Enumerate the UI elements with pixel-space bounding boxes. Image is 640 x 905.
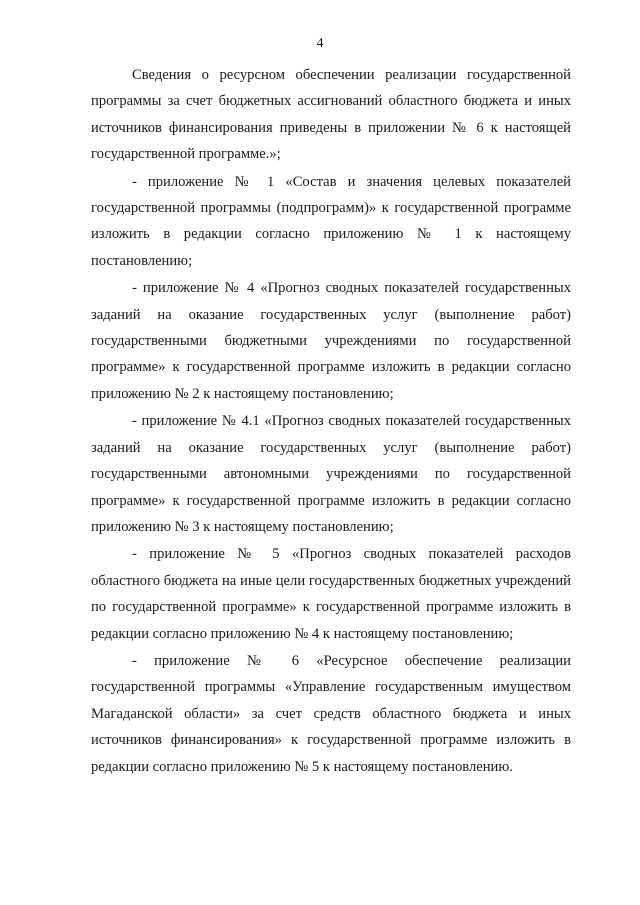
paragraph-resource-info: Сведения о ресурсном обеспечении реализации государственной программы за счет бюджетных ассигнований областного бюджета и иных источников финансирования приведены в приложении № 6 к настоящей государственной программе.»; xyxy=(91,67,571,163)
paragraph-appendix-6: - приложение № 6 «Ресурсное обеспечение реализации государственной программы «Управление государственным имуществом Магаданской области» за счет средств областного бюджета и иных источников финансирования» к государственной программе изложить в редакции согласно приложению № 5 к настоящему постановлению. xyxy=(91,652,571,775)
document-body xyxy=(91,62,571,780)
page-number: 4 xyxy=(316,36,324,51)
paragraph-appendix-1: - приложение № 1 «Состав и значения целевых показателей государственной программы (подпрограмм)» к государственной программе изложить в редакции согласно приложению № 1 к настоящему постановлению; xyxy=(91,173,571,269)
paragraph-appendix-4: - приложение № 4 «Прогноз сводных показателей государственных заданий на оказание государственных услуг (выполнение работ) государственными бюджетными учреждениями по государственной программе» к государственной программе изложить в редакции согласно приложению № 2 к настоящему постановлению; xyxy=(91,280,571,402)
paragraph-appendix-5: - приложение № 5 «Прогноз сводных показателей расходов областного бюджета на иные цели государственных бюджетных учреждений по государственной программе» к государственной программе изложить в редакции согласно приложению № 4 к настоящему постановлению; xyxy=(91,546,571,642)
paragraph-appendix-4-1: - приложение № 4.1 «Прогноз сводных показателей государственных заданий на оказание государственных услуг (выполнение работ) государственными автономными учреждениями по государственной программе» к государственной программе изложить в редакции согласно приложению № 3 к настоящему постановлению; xyxy=(91,413,571,535)
